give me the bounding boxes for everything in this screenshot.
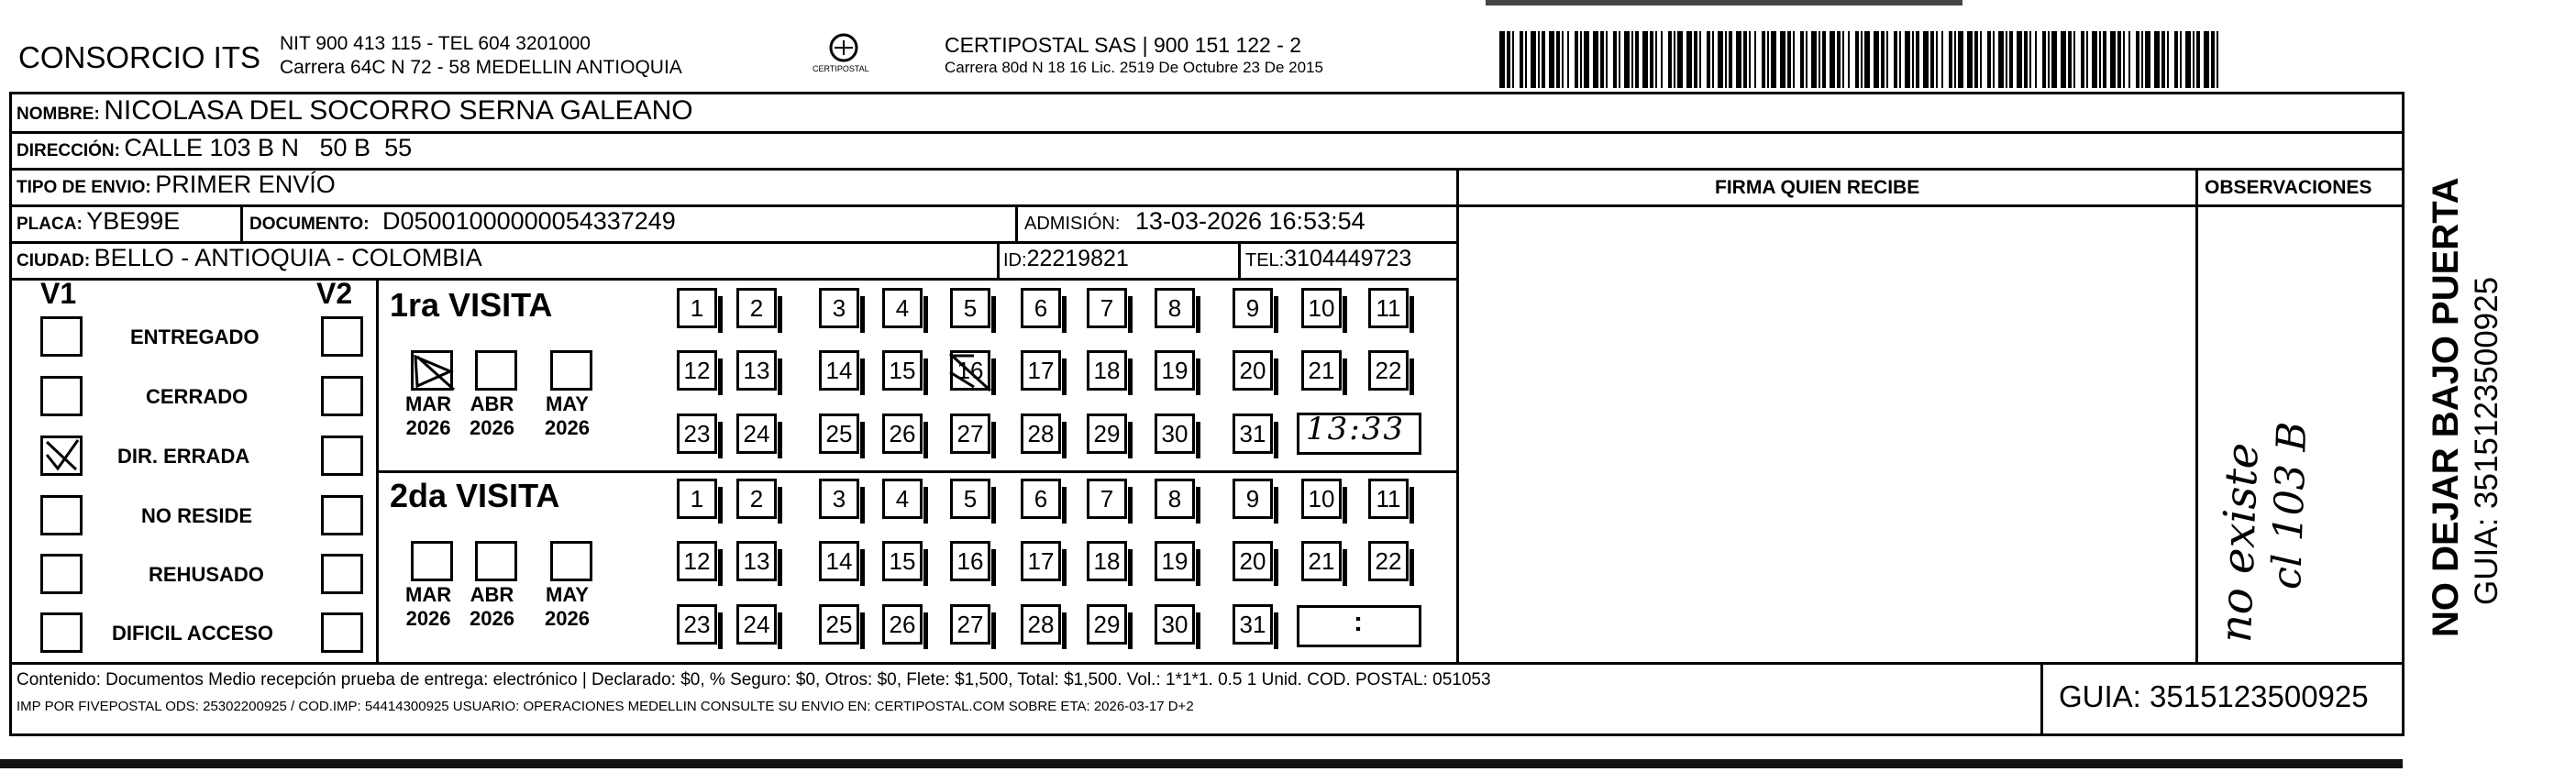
status-v1-checkbox-3[interactable]	[40, 436, 83, 476]
visit-2-month-checkbox-3[interactable]	[550, 541, 592, 581]
barcode-bar	[1699, 31, 1701, 88]
barcode-bar	[2103, 31, 2106, 88]
visit-2-day-1[interactable]: 1	[677, 479, 717, 519]
direccion-value: CALLE 103 B N 50 B 55	[124, 134, 413, 161]
visit-2-day-27[interactable]: 27	[950, 604, 990, 645]
footer-contenido: Contenido: Documentos Medio recepción prueba de entrega: electrónico | Declarado: $0, % Seguro: $0, Otros: $0, Flete: $1,500, Total: $1,500. Vol.: 1*1*1. 0.5 1 Unid. COD. POSTAL: 051053	[17, 670, 1491, 689]
check-mark-icon	[414, 353, 456, 393]
id-value: 22219821	[1026, 246, 1129, 271]
month-name: MAY	[546, 583, 589, 606]
barcode-bar	[1771, 31, 1776, 88]
visit-1-day-24[interactable]: 24	[736, 414, 777, 454]
rule-direccion	[9, 168, 2405, 171]
barcode-bar	[1787, 31, 1791, 88]
visit-2-day-31[interactable]: 31	[1233, 604, 1273, 645]
placa-value: YBE99E	[86, 207, 181, 235]
barcode-bar	[1606, 31, 1608, 88]
barcode-bar	[1655, 31, 1657, 88]
status-v2-checkbox-5[interactable]	[321, 554, 363, 594]
status-label-5: REHUSADO	[149, 563, 264, 586]
month-name: MAY	[546, 392, 589, 415]
visit-2-day-6[interactable]: 6	[1021, 479, 1061, 519]
barcode-bar	[1712, 31, 1714, 88]
side-warning: NO DEJAR BAJO PUERTA	[2426, 177, 2466, 637]
rule-top	[9, 92, 2405, 94]
tel-value: 3104449723	[1284, 246, 1412, 271]
barcode-bar	[1520, 31, 1523, 88]
barcode-bar	[2217, 31, 2218, 88]
barcode-bar	[1538, 31, 1540, 88]
barcode-bar	[1819, 31, 1820, 88]
carrier-line: CERTIPOSTAL SAS | 900 151 122 - 2	[945, 33, 1302, 57]
company-address: Carrera 64C N 72 - 58 MEDELLIN ANTIOQUIA	[280, 57, 682, 78]
barcode-bar	[1718, 31, 1723, 88]
status-v1-checkbox-4[interactable]	[40, 495, 83, 535]
visit-2-day-5[interactable]: 5	[950, 479, 990, 519]
visit-2-day-14[interactable]: 14	[819, 541, 859, 581]
carrier-address: Carrera 80d N 18 16 Lic. 2519 De Octubre 23 De 2015	[945, 59, 1323, 76]
barcode-bar	[1725, 31, 1727, 88]
tipo-label: TIPO DE ENVIO:	[17, 178, 151, 197]
visit-1-day-2[interactable]: 2	[736, 288, 777, 328]
visit-1-day-9[interactable]: 9	[1233, 288, 1273, 328]
status-v1-checkbox-6[interactable]	[40, 612, 83, 653]
month-year: 2026	[405, 607, 451, 630]
nombre-row	[17, 95, 693, 127]
barcode-bar	[1780, 31, 1786, 88]
visit-1-month-label-2	[470, 392, 514, 440]
visit-1-day-26[interactable]: 26	[882, 414, 923, 454]
visit-2-day-9[interactable]: 9	[1233, 479, 1273, 519]
observaciones-handwriting	[2210, 419, 2316, 645]
visit-2-time-colon: :	[1354, 607, 1363, 637]
barcode-bar	[1806, 31, 1808, 88]
barcode-bar	[1905, 31, 1910, 88]
barcode-bar	[1842, 31, 1844, 88]
documento-label: DOCUMENTO:	[249, 215, 370, 234]
barcode-bar	[1941, 31, 1943, 88]
barcode-bar	[2009, 31, 2013, 88]
barcode	[1499, 31, 2224, 88]
barcode-bar	[2123, 31, 2125, 88]
id-row	[1003, 246, 1129, 272]
company-nit: NIT 900 413 115 - TEL 604 3201000	[280, 33, 591, 54]
visit-1-day-16[interactable]: 16	[950, 350, 990, 391]
status-v2-checkbox-3[interactable]	[321, 436, 363, 476]
barcode-bar	[1930, 31, 1934, 88]
month-year: 2026	[545, 416, 590, 439]
visit-2-day-26[interactable]: 26	[882, 604, 923, 645]
visit-2-day-30[interactable]: 30	[1155, 604, 1195, 645]
barcode-bar	[2048, 31, 2050, 88]
status-label-4: NO RESIDE	[141, 504, 253, 527]
barcode-bar	[1855, 31, 1859, 88]
barcode-bar	[2024, 31, 2028, 88]
tipo-value: PRIMER ENVÍO	[155, 171, 336, 198]
visit-1-time-handwritten: 13:33	[1306, 411, 1405, 447]
ciudad-row	[17, 244, 482, 272]
visit-2-day-29[interactable]: 29	[1087, 604, 1127, 645]
barcode-bar	[1967, 31, 1973, 88]
barcode-bar	[1830, 31, 1835, 88]
admision-label: ADMISIÓN:	[1024, 214, 1121, 234]
barcode-bar	[1694, 31, 1697, 88]
visit-2-day-8[interactable]: 8	[1155, 479, 1195, 519]
barcode-bar	[1593, 31, 1598, 88]
visit-2-day-16[interactable]: 16	[950, 541, 990, 581]
firma-label: FIRMA QUIEN RECIBE	[1715, 177, 1920, 198]
barcode-bar	[1549, 31, 1554, 88]
status-v1-checkbox-2[interactable]	[40, 376, 83, 416]
visit-1-day-31[interactable]: 31	[1233, 414, 1273, 454]
visit-2-day-7[interactable]: 7	[1087, 479, 1127, 519]
barcode-bar	[1861, 31, 1863, 88]
visit-2-day-22[interactable]: 22	[1368, 541, 1409, 581]
month-year: 2026	[470, 607, 514, 630]
barcode-bar	[1674, 31, 1675, 88]
barcode-bar	[1916, 31, 1919, 88]
barcode-bar	[2068, 31, 2072, 88]
status-v1-checkbox-5[interactable]	[40, 554, 83, 594]
visit-1-day-8[interactable]: 8	[1155, 288, 1195, 328]
placa-label: PLACA:	[17, 215, 83, 234]
month-name: MAR	[405, 583, 452, 606]
visit-1-month-label-3	[545, 392, 590, 440]
visit-1-day-10[interactable]: 10	[1301, 288, 1342, 328]
visit-1-day-21[interactable]: 21	[1301, 350, 1342, 391]
visit-1-day-6[interactable]: 6	[1021, 288, 1061, 328]
side-guia: GUIA: 3515123500925	[2469, 276, 2504, 605]
barcode-bar	[1677, 31, 1683, 88]
admision-row	[1024, 207, 1365, 236]
company-name: CONSORCIO ITS	[18, 40, 261, 74]
barcode-bar	[1743, 31, 1747, 88]
barcode-bar	[1987, 31, 1991, 88]
visit-2-day-12[interactable]: 12	[677, 541, 717, 581]
barcode-bar	[2073, 31, 2075, 88]
visit-2-day-10[interactable]: 10	[1301, 479, 1342, 519]
visit-1-day-23[interactable]: 23	[677, 414, 717, 454]
status-label-1: ENTREGADO	[130, 325, 260, 348]
barcode-bar	[1793, 31, 1795, 88]
tipo-row	[17, 171, 336, 199]
barcode-bar	[2193, 31, 2195, 88]
visit-1-day-13[interactable]: 13	[736, 350, 777, 391]
barcode-bar	[2136, 31, 2139, 88]
visit-2-day-23[interactable]: 23	[677, 604, 717, 645]
observaciones-label: OBSERVACIONES	[2205, 177, 2372, 198]
rule-id-tel	[1238, 241, 1241, 278]
rule-footer-guia	[2040, 662, 2043, 733]
visit-1-day-19[interactable]: 19	[1155, 350, 1195, 391]
visit-1-day-12[interactable]: 12	[677, 350, 717, 391]
month-year: 2026	[405, 416, 451, 439]
barcode-bar	[2117, 31, 2121, 88]
barcode-bar	[2161, 31, 2165, 88]
visit-1-month-checkbox-1[interactable]	[411, 350, 453, 391]
barcode-bar	[2185, 31, 2191, 88]
month-name: MAR	[405, 392, 452, 415]
barcode-bar	[1736, 31, 1741, 88]
barcode-bar	[1754, 31, 1756, 88]
visit-1-day-18[interactable]: 18	[1087, 350, 1127, 391]
barcode-bar	[1556, 31, 1560, 88]
barcode-bar	[1899, 31, 1901, 88]
visit-1-day-29[interactable]: 29	[1087, 414, 1127, 454]
barcode-bar	[1562, 31, 1564, 88]
footer-guia: GUIA: 3515123500925	[2059, 679, 2369, 713]
status-label-6: DIFICIL ACCESO	[112, 622, 274, 645]
barcode-bar	[2042, 31, 2046, 88]
top-edge	[1486, 0, 1962, 6]
barcode-bar	[1631, 31, 1633, 88]
barcode-bar	[2017, 31, 2022, 88]
month-year: 2026	[470, 416, 514, 439]
v2-label: V2	[316, 277, 353, 310]
barcode-bar	[1584, 31, 1589, 88]
barcode-bar	[1936, 31, 1938, 88]
visit-1-month-checkbox-3[interactable]	[550, 350, 592, 391]
barcode-bar	[2081, 31, 2084, 88]
visit-2-month-label-3	[545, 583, 590, 631]
barcode-bar	[1980, 31, 1982, 88]
barcode-bar	[1767, 31, 1769, 88]
tel-row	[1245, 246, 1411, 272]
barcode-bar	[1837, 31, 1841, 88]
placa-row	[17, 207, 180, 236]
visit-1-day-30[interactable]: 30	[1155, 414, 1195, 454]
barcode-bar	[1811, 31, 1817, 88]
barcode-bar	[1512, 31, 1514, 88]
visit-1-day-5[interactable]: 5	[950, 288, 990, 328]
visit-2-day-11[interactable]: 11	[1368, 479, 1409, 519]
barcode-bar	[1886, 31, 1888, 88]
barcode-bar	[1998, 31, 2004, 88]
visit-2-day-21[interactable]: 21	[1301, 541, 1342, 581]
visit-1-day-28[interactable]: 28	[1021, 414, 1061, 454]
day-cross-mark-icon	[946, 348, 994, 394]
barcode-bar	[1580, 31, 1582, 88]
barcode-bar	[1567, 31, 1569, 88]
ciudad-value: BELLO - ANTIOQUIA - COLOMBIA	[94, 244, 482, 271]
barcode-bar	[2099, 31, 2101, 88]
barcode-bar	[1642, 31, 1648, 88]
admision-value: 13-03-2026 16:53:54	[1134, 207, 1365, 235]
visit-1-day-25[interactable]: 25	[819, 414, 859, 454]
visit-2-day-20[interactable]: 20	[1233, 541, 1273, 581]
bottom-edge	[0, 759, 2403, 768]
barcode-bar	[1864, 31, 1870, 88]
documento-row	[249, 207, 676, 236]
status-label-2: CERRADO	[146, 385, 249, 408]
check-mark-icon	[43, 438, 80, 473]
visit-2-day-15[interactable]: 15	[882, 541, 923, 581]
rule-obs-left	[2195, 168, 2198, 665]
id-label: ID:	[1003, 250, 1027, 270]
barcode-bar	[1881, 31, 1885, 88]
barcode-bar	[1668, 31, 1672, 88]
visit-1-month-label-1	[405, 392, 451, 440]
barcode-bar	[2006, 31, 2007, 88]
documento-value: D05001000000054337249	[382, 207, 676, 235]
rule-status-right	[376, 278, 379, 665]
rule-ciudad	[9, 278, 1458, 281]
month-name: ABR	[470, 392, 514, 415]
visit-2-day-13[interactable]: 13	[736, 541, 777, 581]
visit-1-day-27[interactable]: 27	[950, 414, 990, 454]
barcode-bar	[1800, 31, 1804, 88]
visit-1-title: 1ra VISITA	[390, 286, 553, 324]
status-v2-checkbox-6[interactable]	[321, 612, 363, 653]
status-v1-checkbox-1[interactable]	[40, 316, 83, 357]
barcode-bar	[2086, 31, 2088, 88]
barcode-bar	[2128, 31, 2130, 88]
barcode-bar	[2035, 31, 2037, 88]
logo-text: CERTIPOSTAL	[813, 64, 869, 73]
rule-placa-doc	[240, 204, 243, 241]
barcode-bar	[1600, 31, 1604, 88]
visit-2-day-19[interactable]: 19	[1155, 541, 1195, 581]
certipostal-logo	[807, 31, 880, 77]
direccion-row	[17, 134, 412, 162]
rule-doc-adm	[1015, 204, 1018, 241]
visit-1-month-checkbox-2[interactable]	[475, 350, 517, 391]
direccion-label: DIRECCIÓN:	[17, 141, 120, 160]
visit-1-day-20[interactable]: 20	[1233, 350, 1273, 391]
barcode-bar	[1613, 31, 1617, 88]
status-v2-checkbox-2[interactable]	[321, 376, 363, 416]
visit-2-day-18[interactable]: 18	[1087, 541, 1127, 581]
footer-imp: IMP POR FIVEPOSTAL ODS: 25302200925 / COD.IMP: 54414300925 USUARIO: OPERACIONES MEDELLIN CONSULTE SU ENVIO EN: CERTIPOSTAL.COM SOBRE ETA: 2026-03-17 D+2	[17, 699, 1194, 714]
ciudad-label: CIUDAD:	[17, 251, 91, 270]
visit-1-day-22[interactable]: 22	[1368, 350, 1409, 391]
barcode-bar	[1848, 31, 1850, 88]
barcode-bar	[1954, 31, 1956, 88]
visit-1-day-4[interactable]: 4	[882, 288, 923, 328]
v1-label: V1	[40, 277, 77, 310]
barcode-bar	[2141, 31, 2143, 88]
barcode-bar	[1993, 31, 1995, 88]
visit-1-day-17[interactable]: 17	[1021, 350, 1061, 391]
barcode-bar	[2154, 31, 2160, 88]
visit-2-month-checkbox-2[interactable]	[475, 541, 517, 581]
rule-visit-split	[378, 470, 1458, 473]
barcode-bar	[1707, 31, 1710, 88]
barcode-bar	[2061, 31, 2066, 88]
barcode-bar	[1619, 31, 1620, 88]
barcode-bar	[2051, 31, 2057, 88]
visit-2-month-checkbox-1[interactable]	[411, 541, 453, 581]
tel-label: TEL:	[1245, 250, 1285, 270]
barcode-bar	[1958, 31, 1963, 88]
obs-line-2: cl 103 B	[2263, 421, 2316, 590]
barcode-bar	[1575, 31, 1578, 88]
visit-1-day-15[interactable]: 15	[882, 350, 923, 391]
status-v2-checkbox-4[interactable]	[321, 495, 363, 535]
visit-1-day-11[interactable]: 11	[1368, 288, 1409, 328]
barcode-bar	[1525, 31, 1527, 88]
barcode-bar	[1507, 31, 1510, 88]
barcode-bar	[1686, 31, 1692, 88]
visit-1-day-7[interactable]: 7	[1087, 288, 1127, 328]
visit-2-day-4[interactable]: 4	[882, 479, 923, 519]
barcode-bar	[1894, 31, 1897, 88]
barcode-bar	[1624, 31, 1630, 88]
barcode-bar	[2167, 31, 2169, 88]
barcode-bar	[1729, 31, 1732, 88]
rule-firma-left	[1456, 168, 1459, 665]
obs-line-1: no existe	[2210, 441, 2269, 644]
barcode-bar	[2180, 31, 2182, 88]
visit-2-day-2[interactable]: 2	[736, 479, 777, 519]
barcode-bar	[1749, 31, 1751, 88]
visit-1-day-1[interactable]: 1	[677, 288, 717, 328]
barcode-bar	[1650, 31, 1653, 88]
barcode-bar	[2211, 31, 2215, 88]
visit-2-day-25[interactable]: 25	[819, 604, 859, 645]
visit-1-day-14[interactable]: 14	[819, 350, 859, 391]
barcode-graphic	[1499, 31, 2224, 88]
barcode-bar	[2196, 31, 2200, 88]
barcode-bar	[1542, 31, 1545, 88]
barcode-bar	[1912, 31, 1914, 88]
barcode-bar	[1923, 31, 1929, 88]
visit-2-month-label-2	[470, 583, 514, 631]
visit-2-day-17[interactable]: 17	[1021, 541, 1061, 581]
nombre-label: NOMBRE:	[17, 105, 100, 124]
barcode-bar	[1974, 31, 1978, 88]
barcode-bar	[1949, 31, 1952, 88]
barcode-bar	[1499, 31, 1505, 88]
barcode-bar	[2029, 31, 2031, 88]
month-name: ABR	[470, 583, 514, 606]
month-year: 2026	[545, 607, 590, 630]
visit-1-day-3[interactable]: 3	[819, 288, 859, 328]
rule-right	[2402, 92, 2405, 736]
barcode-bar	[2174, 31, 2178, 88]
barcode-bar	[1635, 31, 1639, 88]
visit-2-day-3[interactable]: 3	[819, 479, 859, 519]
visit-2-day-24[interactable]: 24	[736, 604, 777, 645]
barcode-bar	[1874, 31, 1879, 88]
barcode-bar	[2204, 31, 2209, 88]
barcode-bar	[1822, 31, 1826, 88]
visit-2-title: 2da VISITA	[390, 477, 560, 514]
rule-footer	[9, 662, 2405, 665]
visit-2-month-label-1	[405, 583, 451, 631]
barcode-bar	[1531, 31, 1536, 88]
nombre-value: NICOLASA DEL SOCORRO SERNA GALEANO	[104, 95, 693, 126]
barcode-bar	[1661, 31, 1663, 88]
rule-ciudad-id	[997, 241, 1000, 278]
status-label-3: DIR. ERRADA	[117, 445, 250, 468]
barcode-bar	[1762, 31, 1765, 88]
barcode-bar	[2110, 31, 2116, 88]
status-v2-checkbox-1[interactable]	[321, 316, 363, 357]
rule-bottom	[9, 733, 2405, 736]
rule-left	[9, 92, 12, 736]
barcode-bar	[2145, 31, 2150, 88]
barcode-bar	[2092, 31, 2097, 88]
visit-2-day-28[interactable]: 28	[1021, 604, 1061, 645]
